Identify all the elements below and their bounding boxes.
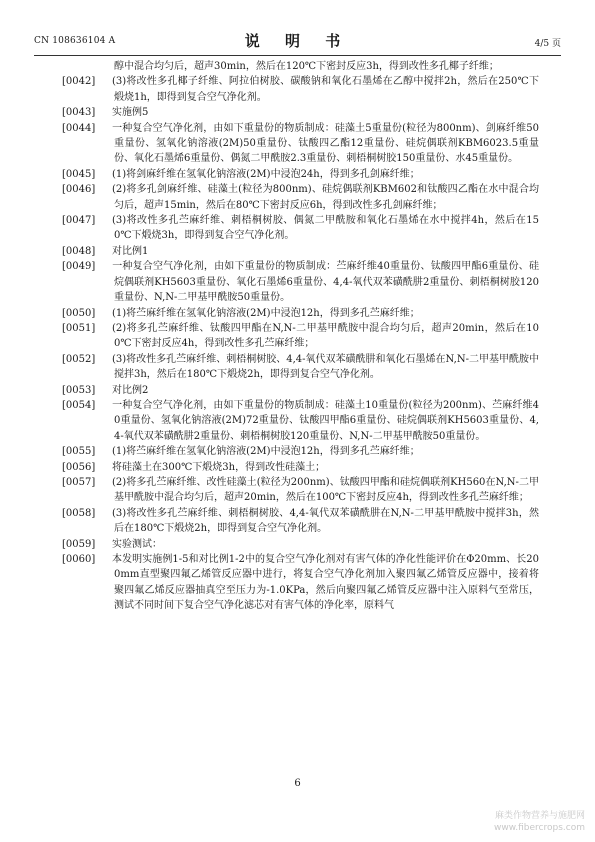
section-heading: 对比例1 — [112, 245, 149, 257]
paragraph-text: (3)将改性多孔椰子纤维、阿拉伯树胶、碳酸钠和氧化石墨烯在乙醇中搅拌2h，然后在250℃下煅烧1h，即得到复合空气净化剂。 — [112, 76, 539, 103]
page-of-indicator: 4/5 页 — [534, 39, 561, 49]
paragraph — [62, 105, 539, 120]
paragraph — [62, 537, 539, 552]
paragraph-number: [0046] — [62, 184, 96, 196]
paragraph-number: [0057] — [62, 476, 96, 488]
paragraph — [62, 74, 539, 105]
paragraph — [62, 383, 539, 398]
page-number: 6 — [294, 778, 301, 789]
site-watermark — [494, 810, 585, 834]
paragraph — [62, 259, 539, 305]
paragraph-number: [0051] — [62, 322, 96, 334]
document-body — [62, 59, 539, 614]
header-divider — [34, 55, 561, 56]
paragraph-number: [0047] — [62, 215, 96, 227]
paragraph — [62, 213, 539, 244]
paragraph — [62, 444, 539, 459]
paragraph-text: 醇中混合均匀后，超声30min，然后在120℃下密封反应3h，得到改性多孔椰子纤维； — [114, 61, 499, 72]
paragraph — [62, 506, 539, 537]
watermark-title: 麻类作物营养与施肥网 — [494, 811, 585, 821]
paragraph-number: [0052] — [62, 353, 96, 365]
patent-number: CN 108636104 A — [34, 36, 116, 46]
paragraph-text: 一种复合空气净化剂，由如下重量份的物质制成：硅藻土10重量份(粒径为200nm)、苎麻纤维40重量份、氢氧化钠溶液(2M)72重量份、钛酸四甲酯6重量份、硅烷偶联剂KH5603重量份、4,4-氧代双苯磺酰肼2重量份、刺梧桐树胶120重量份、N,N-二甲基甲酰胺50重量份。 — [112, 399, 539, 442]
paragraph — [62, 321, 539, 352]
paragraph-number: [0049] — [62, 261, 96, 273]
paragraph-text: (1)将苎麻纤维在氢氧化钠溶液(2M)中浸泡12h，得到多孔苎麻纤维； — [112, 307, 420, 319]
paragraph-text: (3)将改性多孔苎麻纤维、刺梧桐树胶、偶氮二甲酰胺和氧化石墨烯在水中搅拌4h，然后在150℃下煅烧3h，即得到复合空气净化剂。 — [112, 215, 539, 242]
paragraph — [62, 59, 539, 74]
paragraph-text: (1)将剑麻纤维在氢氧化钠溶液(2M)中浸泡24h，得到多孔剑麻纤维； — [112, 168, 420, 180]
paragraph-number: [0050] — [62, 307, 96, 319]
watermark-url: www.fibercrops.com — [494, 823, 585, 833]
paragraph-number: [0045] — [62, 168, 96, 180]
paragraph — [62, 121, 539, 167]
paragraph-number: [0055] — [62, 446, 96, 458]
paragraph-number: [0044] — [62, 122, 96, 134]
page-header — [34, 30, 561, 52]
section-heading: 对比例2 — [112, 384, 149, 396]
paragraph-number: [0059] — [62, 538, 96, 550]
paragraph-text: 一种复合空气净化剂，由如下重量份的物质制成：硅藻土5重量份(粒径为800nm)、剑麻纤维50重量份、氢氧化钠溶液(2M)50重量份、钛酸四乙酯12重量份、硅烷偶联剂KBM6023.5重量份、氧化石墨烯6重量份、偶氮二甲酰胺2.3重量份、刺梧桐树胶150重量份、水45重量份。 — [112, 122, 539, 165]
paragraph-text: (2)将多孔苎麻纤维、改性硅藻土(粒径为200nm)、钛酸四甲酯和硅烷偶联剂KH560在N,N-二甲基甲酰胺中混合均匀后，超声20min，然后在100℃下密封反应4h，得到改性多孔苎麻纤维； — [112, 476, 539, 504]
paragraph — [62, 167, 539, 182]
paragraph-text: 将硅藻土在300℃下煅烧3h，得到改性硅藻土； — [112, 461, 326, 473]
paragraph — [62, 352, 539, 383]
paragraph-number: [0043] — [62, 107, 96, 119]
paragraph-number: [0053] — [62, 384, 96, 396]
paragraph-text: 一种复合空气净化剂，由如下重量份的物质制成：苎麻纤维40重量份、钛酸四甲酯6重量份、硅烷偶联剂KH5603重量份、氧化石墨烯6重量份、4,4-氧代双苯磺酰肼2重量份、刺梧桐树胶120重量份、N,N-二甲基甲酰胺50重量份。 — [112, 261, 539, 304]
paragraph-text: 本发明实施例1-5和对比例1-2中的复合空气净化剂对有害气体的净化性能评价在Φ20mm、长200mm直型聚四氟乙烯管反应器中进行，将复合空气净化剂加入聚四氟乙烯管反应器中，接着将聚四氟乙烯反应器抽真空至压力为-1.0KPa，然后向聚四氟乙烯管反应器中注入原料气至常压，测试不同时间下复合空气净化滤芯对有害气体的净化率，原料气 — [112, 554, 539, 612]
paragraph-text: (3)将改性多孔苎麻纤维、刺梧桐树胶、4,4-氧代双苯磺酰肼和氧化石墨烯在N,N-二甲基甲酰胺中搅拌3h，然后在180℃下煅烧2h，即得到复合空气净化剂。 — [112, 353, 539, 381]
paragraph-number: [0042] — [62, 76, 96, 88]
paragraph — [62, 244, 539, 259]
paragraph-text: (2)将多孔剑麻纤维、硅藻土(粒径为800nm)、硅烷偶联剂KBM602和钛酸四乙酯在水中混合均匀后，超声15min，然后在80℃下密封反应6h，得到改性多孔剑麻纤维； — [112, 184, 539, 211]
document-title: 说 明 书 — [244, 32, 351, 50]
paragraph — [62, 182, 539, 213]
paragraph-number: [0048] — [62, 245, 96, 257]
paragraph — [62, 306, 539, 321]
paragraph-text: (2)将多孔苎麻纤维、钛酸四甲酯在N,N-二甲基甲酰胺中混合均匀后，超声20min，然后在100℃下密封反应4h，得到改性多孔苎麻纤维； — [112, 322, 539, 350]
paragraph — [62, 398, 539, 444]
paragraph-number: [0058] — [62, 507, 96, 519]
paragraph-number: [0060] — [62, 554, 96, 565]
paragraph-text: (1)将苎麻纤维在氢氧化钠溶液(2M)中浸泡12h，得到多孔苎麻纤维； — [112, 446, 420, 458]
paragraph-number: [0054] — [62, 399, 96, 411]
paragraph — [62, 552, 539, 614]
paragraph — [62, 460, 539, 475]
section-heading: 实施例5 — [112, 107, 149, 119]
paragraph-text: (3)将改性多孔苎麻纤维、刺梧桐树胶、4,4-氧代双苯磺酰肼在N,N-二甲基甲酰胺中搅拌3h，然后在180℃下煅烧2h，即得到复合空气净化剂。 — [112, 507, 539, 535]
paragraph-number: [0056] — [62, 461, 96, 473]
paragraph — [62, 475, 539, 506]
section-heading: 实验测试： — [112, 538, 162, 550]
